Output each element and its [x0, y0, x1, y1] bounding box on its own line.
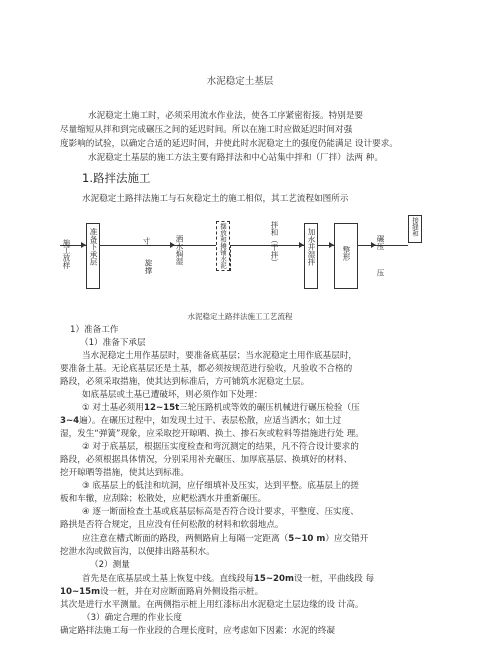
item5-post: ）应交错开 — [325, 534, 369, 544]
item3-line-2: 板和车辙，应刮除；松散处，应耙松洒水并重新碾压。 — [60, 494, 267, 504]
flow-note-right: 旋撑 — [144, 259, 153, 274]
flow-step-prepare: 准备下承层 — [89, 228, 98, 266]
page-title: 水泥稳定土基层 — [206, 76, 274, 87]
intro-line-3: 度影响的试验，以确定合适的延迟时间，并使此时水泥稳定土的强度仍能满足 设计要求。 — [60, 139, 398, 149]
item1-line-2 — [60, 415, 341, 427]
diagram-caption: 水泥稳定土路拌法施工工艺流程 — [187, 312, 293, 321]
para2-line-2 — [60, 586, 263, 598]
item2-line-3: 挖开晾晒等措施，使其达到标准。 — [60, 468, 189, 478]
para2-line-1 — [82, 573, 374, 585]
intro-line-2: 尽量缩短从拌和到完成碾压之间的延迟时间。所以在施工时应做延迟时间对强 — [60, 125, 353, 135]
para1-line-1: 当水泥稳定土用作基层时，要准备底基层；当水泥稳定土用作底基层时， — [82, 351, 358, 361]
item1-pre: ① 对土基必须用 — [82, 403, 144, 413]
flow-arrow-1 — [81, 242, 86, 248]
flow-step-water: 洒水焖湿 — [175, 235, 184, 265]
item2-line-1: ② 对于底基层，根据压实度检查和弯沉测定的结果，凡不符合设计要求的 — [82, 442, 359, 452]
para1-line-3: 路段，必须采取措施，使其达到标准后，方可铺筑水泥稳定土层。 — [60, 377, 310, 387]
item1-line-3: 湿，发生“弹簧”现象，应采取挖开晾晒、换土、掺石灰或粒料等措施进行处 理。 — [60, 429, 364, 439]
flow-step-cement: 摆放和摊铺水泥 — [219, 223, 227, 269]
intro-line-1: 水泥稳定土施工时，必须采用流水作业法，使各工序紧密衔接。特别是要 — [88, 111, 364, 121]
flow-link-cement — [230, 245, 231, 271]
flow-box-cure — [408, 215, 422, 243]
item4-line-1: ④ 逐一断面检查土基或底基层标高是否符合设计要求，平整度、压实度、 — [82, 507, 359, 517]
flow-box-shape — [334, 223, 358, 289]
flow-step-roll-2: 压 — [376, 269, 385, 277]
flow-diagram — [58, 217, 420, 297]
section-heading: 1.路拌法施工 — [82, 171, 151, 185]
item2-line-2: 路段，必须根据具体情况，分别采用补充碾压、加厚底基层、换填好的材料、 — [60, 455, 353, 465]
subheading-base: （1）准备下承层 — [80, 338, 146, 348]
flow-step-shape: 整形 — [342, 246, 351, 261]
para3-line-1: 确定路拌法施工每一作业段的合理长度时，应考虑如下因素：水泥的终凝 — [60, 626, 336, 636]
item5-pre: 应注意在槽式断面的路段，两侧路肩上每隔一定距离（ — [82, 534, 289, 544]
para2-bold: 15~20m — [253, 574, 294, 584]
para1-line-4: 如底基层或土基已遭破坏，则必须作如下处理： — [82, 390, 263, 400]
flow-box-add-water — [304, 223, 318, 289]
para1-line-2: 要准备土基。无论底基层还是土基，都必须按规范进行验收，凡验收不合格的 — [60, 364, 353, 374]
section-intro: 水泥稳定土路拌法施工与石灰稳定土的施工相似，其工艺流程如图所示 — [82, 194, 349, 204]
para2-b-bold: 10~15m — [60, 587, 101, 597]
subheading-prepare: 1）准备工作 — [70, 325, 119, 335]
item5-line-1 — [82, 533, 368, 545]
para2-post: 设一桩，平曲线段 每 — [293, 574, 375, 584]
para2-b-post: 设一桩，并在对应断面路肩外侧设指示桩。 — [100, 587, 264, 597]
item4-line-2: 路拱是否符合规定，且应没有任何松散的材料和软弱地点。 — [60, 520, 284, 530]
item5-bold: 5~10 m — [288, 534, 326, 544]
flow-note-left: 寸 — [142, 237, 151, 245]
para2-pre: 首先是在底基层或土基上恢复中线。直线段每 — [82, 574, 254, 584]
subheading-length: （3）确定合理的作业长度 — [82, 613, 182, 623]
flow-step-add-water: 加水并湿拌 — [307, 228, 316, 266]
flow-arrow-3 — [299, 242, 304, 248]
item1-line-1 — [82, 402, 360, 414]
para2-line-3: 其次是进行水平测量。在两侧指示桩上用红漆标出水泥稳定土层边缘的设 计高。 — [60, 600, 364, 610]
intro-line-4: 水泥稳定土基层的施工方法主要有路拌法和中心站集中拌和（厂拌）法两 种。 — [88, 153, 383, 163]
flow-step-roll: 碾压 — [376, 235, 385, 250]
flow-arrow-2 — [170, 242, 175, 248]
item1-bold: 12~15t — [144, 403, 180, 413]
item3-line-1: ③ 底基层上的低洼和坑洞，应仔细填补及压实，达到平整。底基层上的搓 — [82, 481, 359, 491]
subheading-measure: （2）测量 — [90, 560, 130, 570]
item1-post: 三轮压路机或等效的碾压机械进行碾压检验（压 — [179, 403, 360, 413]
flow-step-start: 施工放样 — [62, 239, 71, 269]
flow-arrow-4 — [329, 242, 334, 248]
item1-b-post: 遍）。在碾压过程中，如发现土过干、表层松散，应适当洒水；如土过 — [79, 416, 342, 426]
item5-line-2: 挖泄水沟或做盲沟，以便排出路基积水。 — [60, 547, 215, 557]
flow-arrow-5 — [371, 242, 376, 248]
flow-box-prepare — [86, 223, 100, 289]
flow-box-cement — [216, 221, 230, 271]
flow-step-cure: 接缝和 — [411, 217, 419, 237]
item1-b-bold: 3~4 — [60, 416, 80, 426]
flow-step-mix: 拌和（干拌） — [270, 221, 279, 266]
